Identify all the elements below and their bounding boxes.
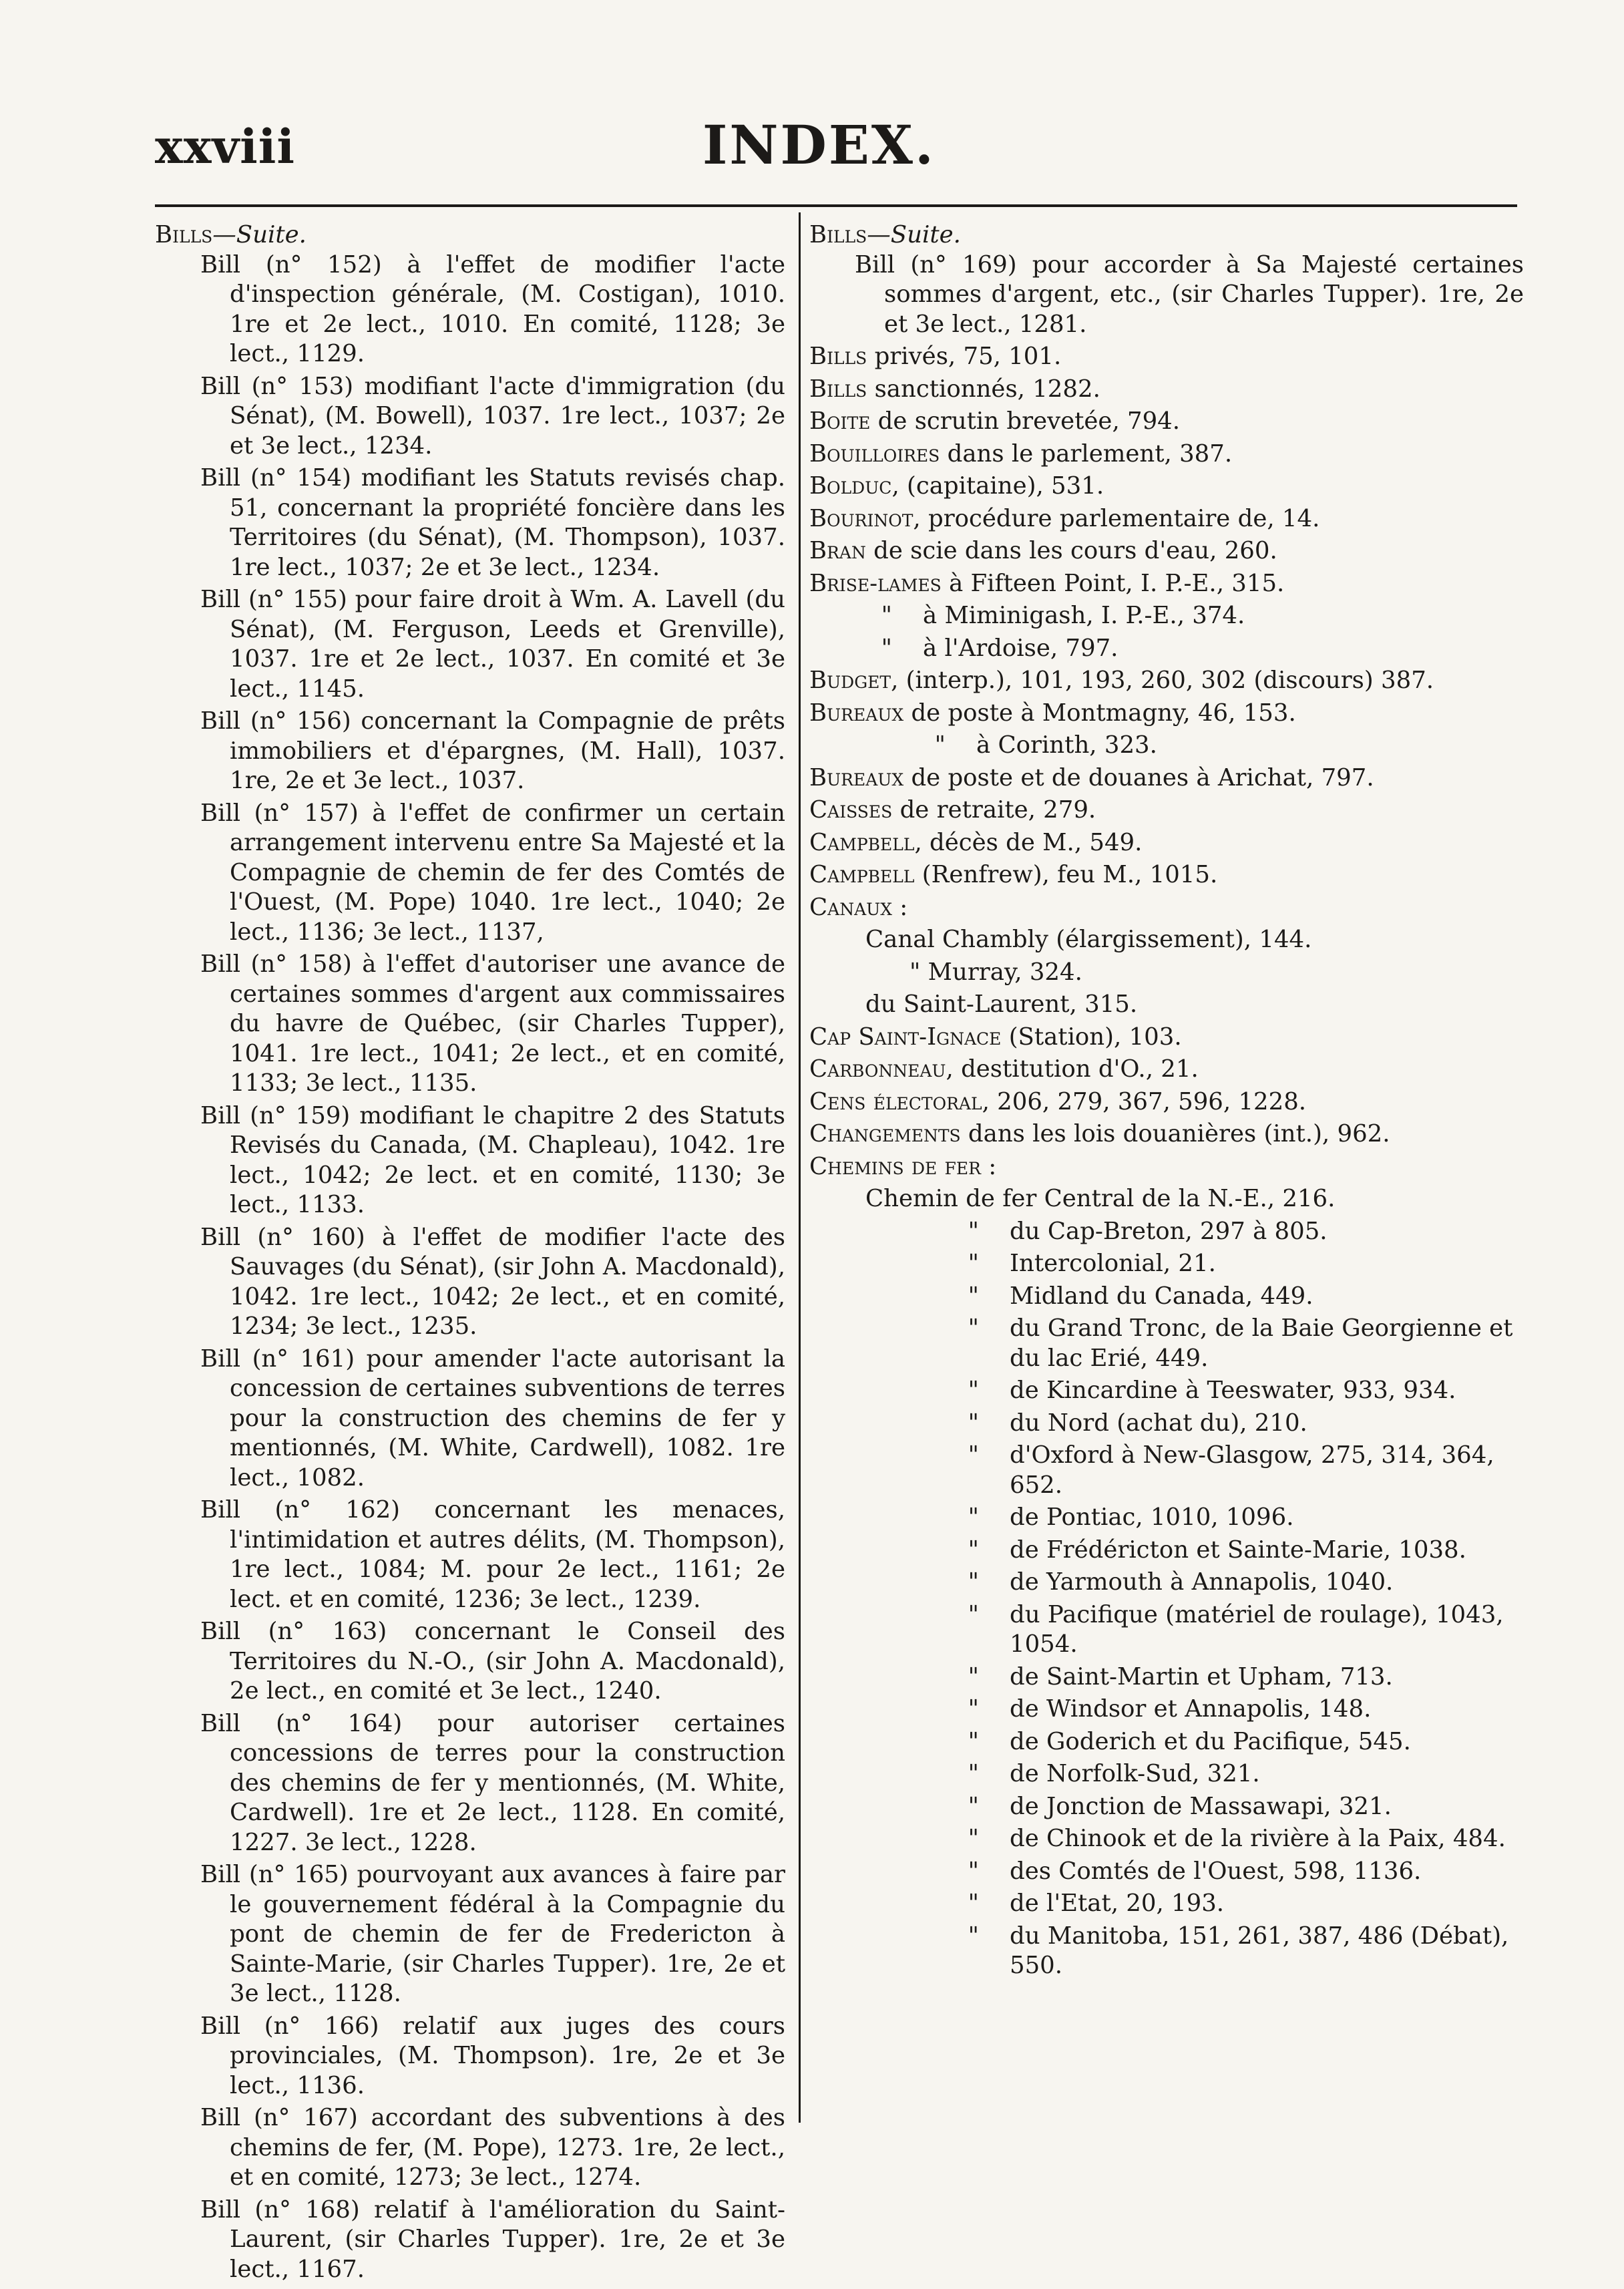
- index-entry: [809, 536, 1524, 566]
- right-entries: [809, 342, 1524, 1981]
- index-entry: [809, 666, 1524, 696]
- left-entries: [155, 250, 785, 2285]
- index-term: Bureaux: [809, 763, 904, 791]
- sub-entry-text: du Nord (achat du), 210.: [1010, 1409, 1307, 1437]
- ditto-mark: ": [968, 1409, 979, 1437]
- index-term: Bourinot: [809, 504, 914, 532]
- sub-entry-text: du Cap-Breton, 297 à 805.: [1010, 1217, 1328, 1245]
- bill-entry: Bill (n° 159) modifiant le chapitre 2 des Statuts Revisés du Canada, (M. Chapleau), 1042. 1re lect., 1042; 2e lect. et en comité, 1130; 3e lect., 1133.: [200, 1101, 785, 1218]
- railway-entry: [809, 1600, 1524, 1660]
- index-entry: [809, 1119, 1524, 1150]
- index-refs: , (interp.), 101, 193, 260, 302 (discours) 387.: [891, 667, 1434, 694]
- index-entry: [809, 1055, 1524, 1085]
- ditto-mark: ": [968, 1536, 979, 1564]
- canal-entry: " Murray, 324.: [909, 958, 1082, 986]
- sub-entry-text: de Jonction de Massawapi, 321.: [1010, 1792, 1392, 1820]
- index-entry: [809, 763, 1524, 794]
- bill-entry: Bill (n° 160) à l'effet de modifier l'acte des Sauvages (du Sénat), (sir John A. Macdonald), 1042. 1re lect., 1042; 2e lect., et en comité, 1234; 3e lect., 1235.: [200, 1223, 785, 1340]
- index-refs: (Renfrew), feu M., 1015.: [914, 861, 1218, 888]
- index-refs: dans les lois douanières (int.), 962.: [960, 1120, 1390, 1148]
- bill-169-entry: Bill (n° 169) pour accorder à Sa Majesté certaines sommes d'argent, etc., (sir Charles Tupper). 1re, 2e et 3e lect., 1281.: [855, 250, 1524, 338]
- index-refs: privés, 75, 101.: [867, 343, 1062, 370]
- index-refs: :: [892, 893, 908, 921]
- sub-entry-text: du Grand Tronc, de la Baie Georgienne et du lac Erié, 449.: [1010, 1314, 1513, 1372]
- railway-entry: [809, 1759, 1524, 1789]
- ditto-mark: ": [881, 602, 892, 629]
- index-term: Bills: [809, 343, 867, 370]
- railway-entry: [809, 1536, 1524, 1566]
- index-entry: [809, 796, 1524, 826]
- index-refs: de poste et de douanes à Arichat, 797.: [903, 763, 1374, 791]
- railway-entry: [809, 1824, 1524, 1854]
- railway-entry: [809, 1568, 1524, 1598]
- sub-entry-text: de Windsor et Annapolis, 148.: [1010, 1695, 1372, 1723]
- railway-entry: [809, 1662, 1524, 1693]
- sub-entry: [809, 731, 1524, 761]
- railway-entry: [809, 1857, 1524, 1887]
- index-entry: [809, 699, 1524, 729]
- bill-entry: Bill (n° 154) modifiant les Statuts revisés chap. 51, concernant la propriété foncière dans les Territoires (du Sénat), (M. Thompson), 1037. 1re lect., 1037; 2e et 3e lect., 1234.: [200, 464, 785, 581]
- sub-entry-text: de Norfolk-Sud, 321.: [1010, 1760, 1260, 1787]
- right-heading-caps: Bills: [809, 221, 867, 248]
- ditto-mark: ": [968, 1568, 979, 1596]
- bill-entry: Bill (n° 153) modifiant l'acte d'immigration (du Sénat), (M. Bowell), 1037. 1re lect., 1037; 2e et 3e lect., 1234.: [200, 372, 785, 460]
- bill-entry: Bill (n° 164) pour autoriser certaines concessions de terres pour la construction des chemins de fer y mentionnés, (M. White, Cardwell). 1re et 2e lect., 1128. En comité, 1227. 3e lect., 1228.: [200, 1709, 785, 1856]
- header-rule: [155, 204, 1517, 207]
- sub-entry-text: de l'Etat, 20, 193.: [1010, 1890, 1225, 1917]
- index-refs: à Fifteen Point, I. P.-E., 315.: [941, 569, 1285, 597]
- index-entry: [809, 1152, 1524, 1182]
- ditto-mark: ": [968, 1695, 979, 1723]
- index-refs: , décès de M., 549.: [914, 828, 1143, 856]
- index-term: Bolduc: [809, 472, 892, 500]
- index-entry: [809, 439, 1524, 470]
- index-term: Budget: [809, 667, 891, 694]
- bill-entry: Bill (n° 162) concernant les menaces, l'intimidation et autres délits, (M. Thompson), 1re lect., 1084; M. pour 2e lect., 1161; 2e lect. et en comité, 1236; 3e lect., 1239.: [200, 1496, 785, 1613]
- sub-entry-text: de Goderich et du Pacifique, 545.: [1010, 1727, 1411, 1755]
- index-refs: :: [980, 1152, 997, 1180]
- right-column: [809, 220, 1524, 1984]
- page-header: [155, 114, 1517, 192]
- index-term: Carbonneau: [809, 1055, 946, 1083]
- sub-entry-text: de Saint-Martin et Upham, 713.: [1010, 1662, 1393, 1691]
- index-term: Campbell: [809, 828, 915, 856]
- railway-entry: [809, 1695, 1524, 1725]
- index-entry: [809, 504, 1524, 534]
- sub-entry-text: de Kincardine à Teeswater, 933, 934.: [1010, 1377, 1456, 1404]
- ditto-mark: ": [968, 1857, 979, 1885]
- railway-entry: [809, 1503, 1524, 1533]
- ditto-mark: ": [968, 1504, 979, 1531]
- index-refs: de scie dans les cours d'eau, 260.: [865, 537, 1277, 564]
- bill-entry: Bill (n° 158) à l'effet d'autoriser une avance de certaines sommes d'argent aux commissaires du havre de Québec, (sir Charles Tupper), 1041. 1re lect., 1041; 2e lect., et en comité, 1133; 3e lect., 1135.: [200, 950, 785, 1097]
- column-divider: [799, 212, 801, 2123]
- railway-entry: [809, 1376, 1524, 1406]
- ditto-mark: ": [968, 1760, 979, 1787]
- index-entry: [809, 893, 1524, 923]
- index-entry: [809, 860, 1524, 890]
- index-term: Bureaux: [809, 699, 904, 727]
- index-refs: (Station), 103.: [1001, 1023, 1182, 1051]
- bill-entry: Bill (n° 168) relatif à l'amélioration du Saint-Laurent, (sir Charles Tupper). 1re, 2e et 3e lect., 1167.: [200, 2195, 785, 2283]
- index-entry: [809, 828, 1524, 858]
- index-term: Brise-lames: [809, 569, 942, 597]
- railway-entry: [809, 1792, 1524, 1822]
- railway-entry: [809, 1314, 1524, 1373]
- bill-entry: Bill (n° 156) concernant la Compagnie de prêts immobiliers et d'épargnes, (M. Hall), 1037. 1re, 2e et 3e lect., 1037.: [200, 707, 785, 794]
- page-title: INDEX.: [702, 114, 936, 176]
- bill-entry: Bill (n° 165) pourvoyant aux avances à faire par le gouvernement fédéral à la Compagnie du pont de chemin de fer de Fredericton à Sainte-Marie, (sir Charles Tupper). 1re, 2e et 3e lect., 1128.: [200, 1861, 785, 2007]
- ditto-mark: ": [968, 1792, 979, 1820]
- ditto-mark: ": [968, 1662, 979, 1691]
- sub-entry-text: des Comtés de l'Ouest, 598, 1136.: [1010, 1857, 1422, 1885]
- ditto-mark: ": [968, 1825, 979, 1852]
- index-entry: [809, 342, 1524, 372]
- index-term: Bran: [809, 537, 866, 564]
- bill-entry: Bill (n° 167) accordant des subventions à des chemins de fer, (M. Pope), 1273. 1re, 2e lect., et en comité, 1273; 3e lect., 1274.: [200, 2104, 785, 2191]
- index-refs: de poste à Montmagny, 46, 153.: [903, 699, 1296, 727]
- index-refs: sanctionnés, 1282.: [867, 375, 1100, 403]
- railway-entry: [809, 1727, 1524, 1757]
- index-term: Campbell: [809, 861, 915, 888]
- index-term: Caisses: [809, 796, 893, 824]
- canal-entry: du Saint-Laurent, 315.: [865, 991, 1138, 1018]
- bill-entry: Bill (n° 161) pour amender l'acte autorisant la concession de certaines subventions de terres pour la construction des chemins de fer y mentionnés, (M. White, Cardwell), 1082. 1re lect., 1082.: [200, 1345, 785, 1491]
- sub-entry-text: à Miminigash, I. P.-E., 374.: [923, 602, 1245, 629]
- index-refs: de retraite, 279.: [892, 796, 1096, 824]
- sub-entry-text: à l'Ardoise, 797.: [923, 634, 1119, 662]
- right-heading: [809, 220, 1524, 250]
- railway-entry: [809, 1282, 1524, 1312]
- left-heading-suite: —Suite.: [212, 221, 307, 248]
- ditto-mark: ": [968, 1282, 979, 1310]
- index-term: Bills: [809, 375, 867, 403]
- index-entry: [809, 569, 1524, 599]
- index-entry: [809, 407, 1524, 437]
- ditto-mark: ": [968, 1727, 979, 1755]
- ditto-mark: ": [881, 634, 892, 662]
- index-refs: , procédure parlementaire de, 14.: [913, 504, 1320, 532]
- index-term: Changements: [809, 1120, 961, 1148]
- index-refs: , destitution d'O., 21.: [946, 1055, 1199, 1083]
- left-column: [155, 220, 785, 2287]
- sub-entry-text: d'Oxford à New-Glasgow, 275, 314, 364, 652.: [1010, 1441, 1494, 1499]
- index-entry: [809, 1023, 1524, 1053]
- sub-entry-text: du Manitoba, 151, 261, 387, 486 (Débat), 550.: [1010, 1922, 1509, 1979]
- chemin-first-entry: Chemin de fer Central de la N.-E., 216.: [865, 1185, 1336, 1212]
- ditto-mark: ": [968, 1314, 979, 1342]
- sub-entry-text: de Yarmouth à Annapolis, 1040.: [1010, 1568, 1394, 1596]
- index-term: Bouilloires: [809, 439, 940, 468]
- ditto-mark: ": [968, 1250, 979, 1277]
- ditto-mark: ": [968, 1600, 979, 1628]
- sub-entry-text: Intercolonial, 21.: [1010, 1250, 1216, 1277]
- index-refs: , (capitaine), 531.: [891, 472, 1104, 500]
- ditto-mark: ": [968, 1441, 979, 1469]
- index-refs: , 206, 279, 367, 596, 1228.: [982, 1087, 1307, 1115]
- bill-entry: Bill (n° 152) à l'effet de modifier l'acte d'inspection générale, (M. Costigan), 1010. 1re et 2e lect., 1010. En comité, 1128; 3e lect., 1129.: [200, 250, 785, 367]
- index-refs: de scrutin brevetée, 794.: [870, 407, 1181, 435]
- index-entry: [809, 1087, 1524, 1117]
- index-term: Cens électoral: [809, 1087, 982, 1115]
- index-refs: dans le parlement, 387.: [940, 439, 1233, 468]
- ditto-mark: ": [968, 1217, 979, 1245]
- ditto-mark: ": [968, 1377, 979, 1404]
- railway-entry: [809, 1922, 1524, 1981]
- canal-entry: Canal Chambly (élargissement), 144.: [865, 926, 1312, 953]
- ditto-mark: ": [934, 731, 946, 759]
- ditto-mark: ": [968, 1890, 979, 1917]
- index-term: Canaux: [809, 893, 893, 921]
- sub-entry-text: à Corinth, 323.: [976, 731, 1157, 759]
- bill-entry: Bill (n° 163) concernant le Conseil des Territoires du N.-O., (sir John A. Macdonald), 2e lect., en comité et 3e lect., 1240.: [200, 1618, 785, 1705]
- index-term: Boite: [809, 407, 871, 435]
- sub-entry-text: Midland du Canada, 449.: [1010, 1282, 1313, 1310]
- index-term: Cap Saint-Ignace: [809, 1023, 1002, 1051]
- railway-entry: [809, 1441, 1524, 1500]
- ditto-mark: ": [968, 1922, 979, 1950]
- index-term: Chemins de fer: [809, 1152, 981, 1180]
- sub-entry: [809, 601, 1524, 631]
- bill-entry: Bill (n° 155) pour faire droit à Wm. A. Lavell (du Sénat), (M. Ferguson, Leeds et Grenville), 1037. 1re et 2e lect., 1037. En comité et 3e lect., 1145.: [200, 586, 785, 703]
- sub-entry-text: de Chinook et de la rivière à la Paix, 484.: [1010, 1825, 1506, 1852]
- page-number: xxviii: [155, 119, 295, 174]
- bill-entry: Bill (n° 157) à l'effet de confirmer un certain arrangement intervenu entre Sa Majesté et la Compagnie de chemin de fer des Comtés de l'Ouest, (M. Pope) 1040. 1re lect., 1040; 2e lect., 1136; 3e lect., 1137,: [200, 799, 785, 946]
- index-entry: [809, 375, 1524, 405]
- left-heading-caps: Bills: [155, 221, 213, 248]
- sub-entry-text: de Pontiac, 1010, 1096.: [1010, 1504, 1294, 1531]
- right-heading-suite: —Suite.: [867, 221, 961, 248]
- railway-entry: [809, 1889, 1524, 1919]
- bill-entry: Bill (n° 166) relatif aux juges des cours provinciales, (M. Thompson). 1re, 2e et 3e lect., 1136.: [200, 2012, 785, 2099]
- index-entry: [809, 472, 1524, 502]
- sub-entry-text: du Pacifique (matériel de roulage), 1043, 1054.: [1010, 1600, 1504, 1658]
- sub-entry-text: de Frédéricton et Sainte-Marie, 1038.: [1010, 1536, 1466, 1564]
- railway-entry: [809, 1409, 1524, 1439]
- railway-entry: [809, 1249, 1524, 1279]
- railway-entry: [809, 1217, 1524, 1247]
- left-heading: [155, 220, 785, 250]
- sub-entry: [809, 634, 1524, 664]
